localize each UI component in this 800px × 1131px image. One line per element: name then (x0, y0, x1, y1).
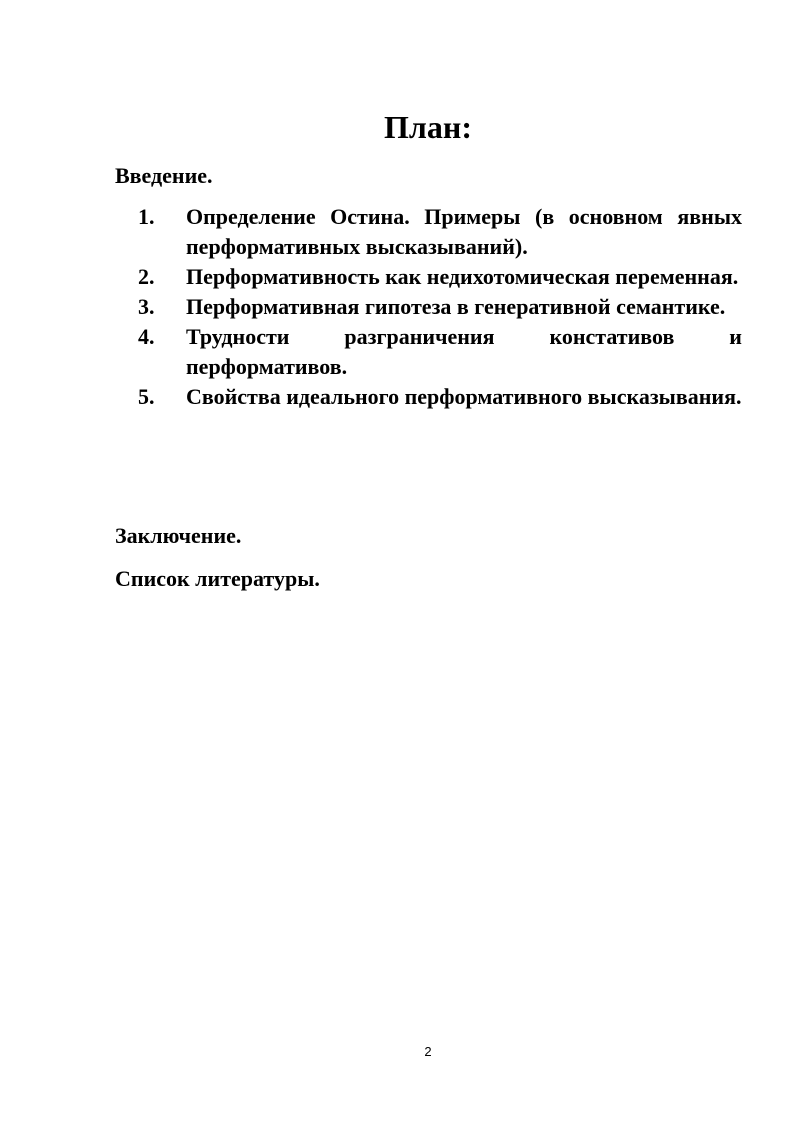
list-item-number: 1. (138, 204, 155, 229)
page-title: План: (384, 109, 472, 145)
plan-list (115, 202, 742, 412)
list-item-text: Трудности разграничения констативов и перформативов. (186, 324, 742, 379)
list-item-number: 5. (138, 384, 155, 409)
list-item-number: 3. (138, 294, 155, 319)
list-item (115, 262, 742, 292)
list-item-text: Перформативная гипотеза в генеративной семантике. (186, 294, 726, 319)
list-item (115, 292, 742, 322)
intro-heading: Введение. (115, 163, 213, 188)
list-item-text: Определение Остина. Примеры (в основном явных перформативных высказываний). (186, 204, 742, 259)
list-item (115, 202, 742, 262)
references-heading: Список литературы. (115, 566, 320, 591)
list-item (115, 382, 742, 412)
list-item (115, 322, 742, 382)
conclusion-heading: Заключение. (115, 523, 242, 548)
list-item-number: 2. (138, 264, 155, 289)
page-number: 2 (424, 1044, 432, 1059)
list-item-number: 4. (138, 324, 155, 349)
list-item-text: Перформативность как недихотомическая переменная. (186, 264, 739, 289)
list-item-text: Свойства идеального перформативного высказывания. (186, 384, 742, 409)
